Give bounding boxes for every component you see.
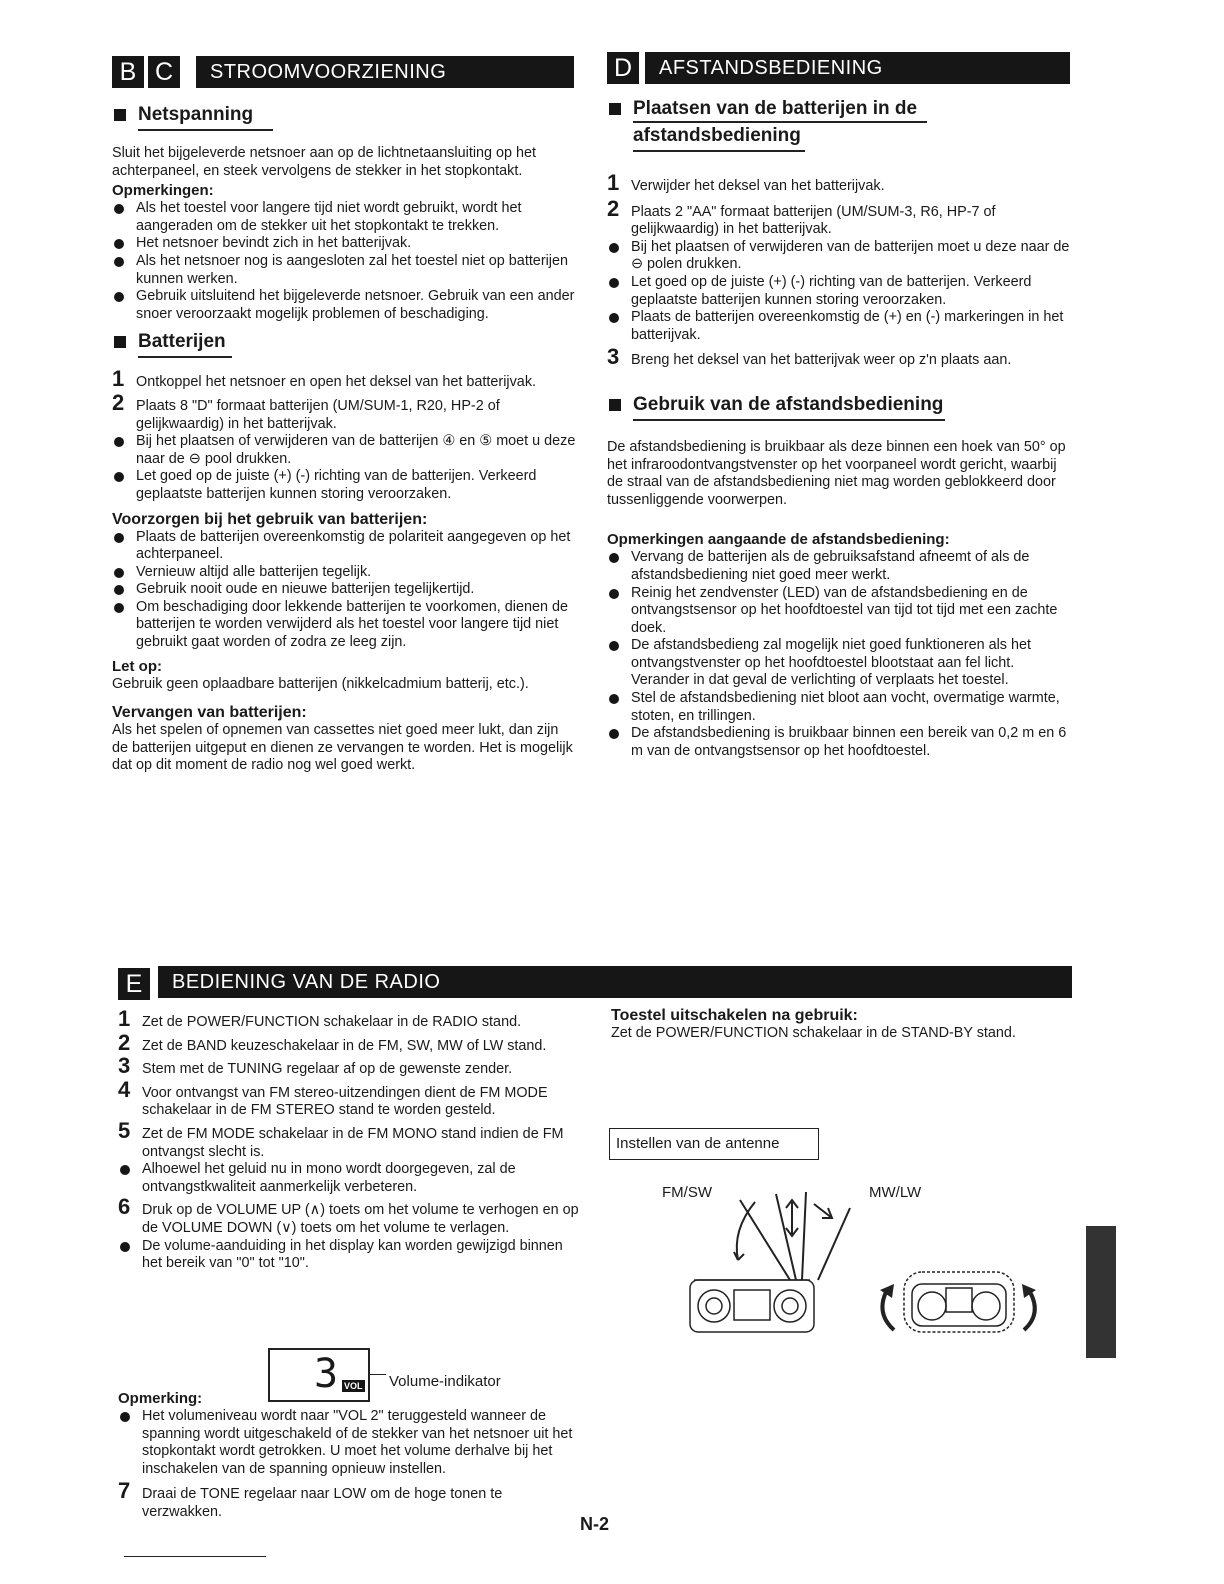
list-item: Reinig het zendvenster (LED) van de afstandsbediening en de ontvangstsensor op het hoofdtoestel van tijd tot tijd met een zachte doek. — [607, 585, 1071, 638]
radio-note-block — [118, 1390, 580, 1522]
section-e-header — [118, 968, 154, 1000]
vol-badge: VOL — [344, 1381, 363, 1391]
radio-step-5: 5 Zet de FM MODE schakelaar in de FM MONO stand indien de FM ontvangst slecht is. — [118, 1117, 564, 1160]
list-item: De afstandsbediening is bruikbaar binnen een bereik van 0,2 m en 6 m van de ontvangstsensor op het hoofdtoestel. — [607, 725, 1071, 760]
section-bc-title-bar — [196, 56, 574, 88]
netspanning-block — [112, 102, 576, 775]
volume-caption: Volume-indikator — [389, 1373, 501, 1390]
square-bullet-icon — [114, 109, 126, 121]
list-item: Het volumeniveau wordt naar "VOL 2" teruggesteld wanneer de spanning wordt uitgeschakeld of de stekker van het netsnoer uit het stopkontakt wordt getrokken. U moet het volume derhalve bij het inschakelen van de spanning opnieuw instellen. — [118, 1408, 580, 1478]
list-item: Plaats de batterijen overeenkomstig de (+) en (-) markeringen in het batterijvak. — [607, 309, 1071, 344]
radio-block — [118, 1006, 580, 1273]
off-text: Zet de POWER/FUNCTION schakelaar in de STAND-BY stand. — [611, 1025, 1016, 1041]
netspanning-heading: Netspanning — [112, 102, 576, 131]
list-item: Plaats de batterijen overeenkomstig de polariteit aangegeven op het achterpaneel. — [112, 529, 576, 564]
section-d-title-bar — [645, 52, 1070, 84]
list-item: Vernieuw altijd alle batterijen tegelijk. — [112, 564, 576, 582]
replace-text: Als het spelen of opnemen van cassettes niet goed meer lukt, dan zijn de batterijen uitgeput en dienen ze vervangen te worden. Het is mogelijk dat op dit moment de radio nog wel goed werkt. — [112, 722, 573, 774]
list-item: Vervang de batterijen als de gebruiksafstand afneemt of als de afstandsbediening niet goed meer werkt. — [607, 549, 1071, 584]
mw-lw-label: MW/LW — [869, 1184, 922, 1201]
square-bullet-icon — [114, 336, 126, 348]
plaatsen-step-3: 3 Breng het deksel van het batterijvak weer op z'n plaats aan. — [607, 344, 1012, 370]
antenna-label-box: Instellen van de antenne — [609, 1128, 819, 1160]
section-bc-header — [112, 56, 184, 88]
gebruik-notes-label: Opmerkingen aangaande de afstandsbediening: — [607, 531, 950, 549]
list-item: Gebruik nooit oude en nieuwe batterijen tegelijkertijd. — [112, 581, 576, 599]
radio-step-4: 4 Voor ontvangst van FM stereo-uitzendingen dient de FM MODE schakelaar in de FM STEREO stand te worden gesteld. — [118, 1076, 548, 1119]
list-item: Alhoewel het geluid nu in mono wordt doorgegeven, zal de ontvangstkwaliteit aanmerkelijk verbeteren. — [118, 1161, 580, 1196]
plaatsen-step-1: 1 Verwijder het deksel van het batterijvak. — [607, 170, 885, 195]
batterijen-step-2: 2 Plaats 8 "D" formaat batterijen (UM/SUM-1, R20, HP-2 of gelijkwaardig) in het batterijvak. — [112, 389, 500, 432]
letop-label: Let op: — [112, 657, 162, 675]
gebruik-text: De afstandsbediening is bruikbaar als deze binnen een hoek van 50° op het infraroodontvangstvenster op het voorpaneel wordt gericht, waarbij de straal van de afstandsbediening niet mag worden geblokkeerd door tussenliggende voorwerpen. — [607, 438, 1066, 508]
list-item: Als het toestel voor langere tijd niet wordt gebruikt, wordt het aangeraden om de stekker uit het stopkontakt te trekken. — [112, 200, 576, 235]
section-d-title: AFSTANDSBEDIENING — [659, 56, 883, 79]
list-item: Bij het plaatsen of verwijderen van de batterijen moet u deze naar de ⊖ polen drukken. — [607, 239, 1071, 274]
footnote-rule — [124, 1556, 266, 1557]
rotate-arrow-icon — [882, 1292, 1034, 1330]
antenna-illustration — [680, 1180, 1050, 1340]
section-letter-c: C — [148, 56, 180, 88]
page-edge-tab — [1086, 1226, 1116, 1358]
boombox-front-icon — [690, 1280, 814, 1332]
batterijen-precautions-label: Voorzorgen bij het gebruik van batterijen: — [112, 510, 428, 528]
batterijen-step-1: 1 Ontkoppel het netsnoer en open het deksel van het batterijvak. — [112, 366, 537, 392]
netspanning-text: Sluit het bijgeleverde netsnoer aan op de lichtnetaansluiting op het achterpaneel, en steek vervolgens de stekker in het stopkontakt. — [112, 145, 537, 179]
list-item: Let goed op de juiste (+) (-) richting van de batterijen. Verkeerd geplaatste batterijen kunnen storing veroorzaken. — [607, 274, 1071, 309]
fm-sw-label: FM/SW — [662, 1184, 712, 1201]
volume-digit: 3 — [314, 1351, 339, 1397]
radio-step-6: 6 Druk op de VOLUME UP (∧) toets om het volume te verhogen en op de VOLUME DOWN (∨) toets om het volume te verlagen. — [118, 1194, 579, 1236]
section-letter-d: D — [607, 52, 639, 84]
plaatsen-block — [607, 96, 1071, 760]
batterijen-heading: Batterijen — [112, 329, 576, 358]
list-item: Bij het plaatsen of verwijderen van de batterijen ④ en ⑤ moet u deze naar de ⊖ pool drukken. — [112, 433, 576, 468]
section-e-title: BEDIENING VAN DE RADIO — [172, 970, 441, 993]
radio-step-1: 1 Zet de POWER/FUNCTION schakelaar in de RADIO stand. — [118, 1006, 522, 1031]
section-d-header — [607, 52, 643, 84]
page-number: N-2 — [580, 1514, 610, 1534]
letop-text: Gebruik geen oplaadbare batterijen (nikkelcadmium batterij, etc.). — [112, 675, 529, 692]
radio-step-7: 7 Draai de TONE regelaar naar LOW om de hoge tonen te verzwakken. — [118, 1478, 503, 1520]
radio-step-2: 2 Zet de BAND keuzeschakelaar in de FM, SW, MW of LW stand. — [118, 1029, 547, 1055]
list-item: Het netsnoer bevindt zich in het batterijvak. — [112, 235, 576, 253]
list-item: Als het netsnoer nog is aangesloten zal het toestel niet op batterijen kunnen werken. — [112, 253, 576, 288]
list-item: Let goed op de juiste (+) (-) richting van de batterijen. Verkeerd geplaatste batterijen kunnen storing veroorzaken. — [112, 468, 576, 503]
boombox-rotate-icon — [904, 1272, 1014, 1332]
radio-note-label: Opmerking: — [118, 1390, 203, 1407]
section-letter-e: E — [118, 968, 150, 1000]
list-item: De volume-aanduiding in het display kan worden gewijzigd binnen het bereik van "0" tot "10". — [118, 1238, 580, 1273]
radio-step-3: 3 Stem met de TUNING regelaar af op de gewenste zender. — [118, 1053, 513, 1079]
list-item: Gebruik uitsluitend het bijgeleverde netsnoer. Gebruik van een ander snoer veroorzaakt mogelijk problemen of beschadiging. — [112, 288, 576, 323]
list-item: Om beschadiging door lekkende batterijen te voorkomen, dienen de batterijen te worden verwijderd als het toestel voor langere tijd niet gebruikt gaat worden of zodra ze leeg zijn. — [112, 599, 576, 652]
list-item: De afstandsbedieng zal mogelijk niet goed funktioneren als het ontvangstvenster op het hoofdtoestel blootstaat aan fel licht. Verander in dat geval de verlichting of verplaats het toestel. — [607, 637, 1071, 690]
off-block — [611, 1006, 1073, 1043]
section-letter-b: B — [112, 56, 144, 88]
netspanning-notes-label: Opmerkingen: — [112, 182, 214, 200]
plaatsen-step-2: 2 Plaats 2 "AA" formaat batterijen (UM/SUM-3, R6, HP-7 of gelijkwaardig) in het batterijvak. — [607, 195, 996, 238]
square-bullet-icon — [609, 399, 621, 411]
replace-label: Vervangen van batterijen: — [112, 704, 307, 722]
gebruik-heading: Gebruik van de afstandsbediening — [607, 392, 1071, 421]
list-item: Stel de afstandsbediening niet bloot aan vocht, overmatige warmte, stoten, en trillingen. — [607, 690, 1071, 725]
plaatsen-heading: Plaatsen van de batterijen in de afstandsbediening — [607, 96, 1071, 152]
volume-leader-line — [368, 1374, 386, 1375]
section-bc-title: STROOMVOORZIENING — [210, 60, 447, 83]
off-label: Toestel uitschakelen na gebruik: — [611, 1007, 858, 1024]
square-bullet-icon — [609, 103, 621, 115]
section-e-title-bar — [158, 966, 1072, 998]
